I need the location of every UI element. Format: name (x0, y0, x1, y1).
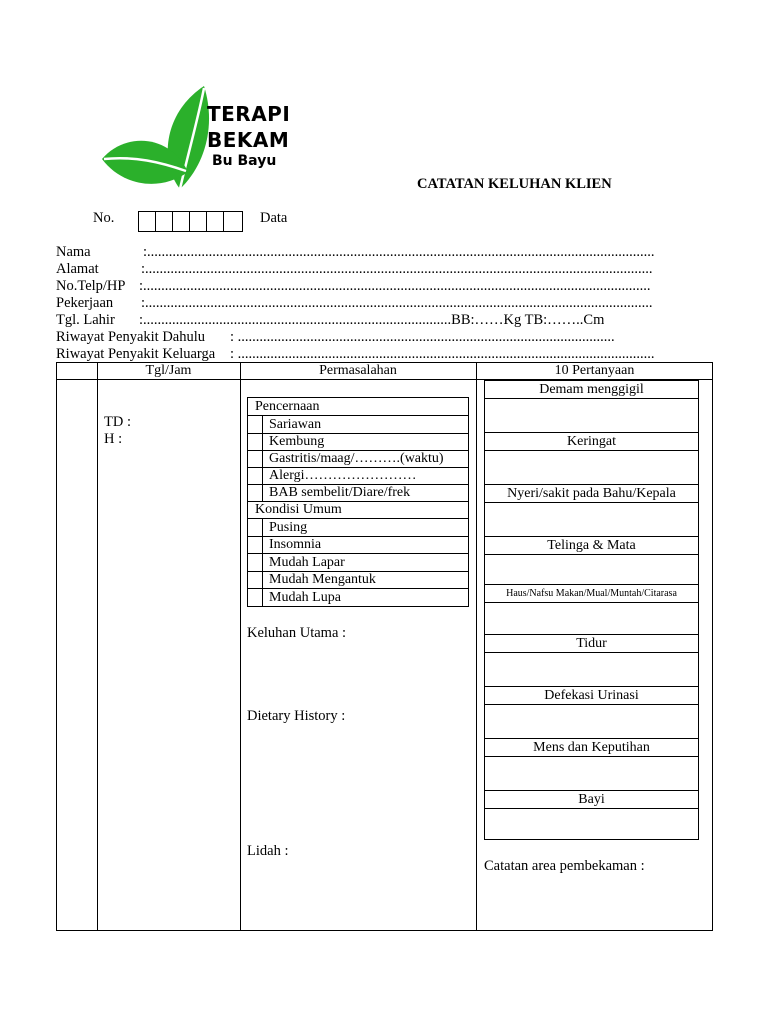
table-divider (97, 362, 98, 931)
logo-line-bekam: BEKAM (207, 128, 290, 152)
checklist-group-pencernaan: Pencernaan (248, 398, 468, 416)
answer-space[interactable] (485, 705, 698, 739)
no-box[interactable] (224, 212, 242, 231)
answer-space[interactable] (485, 653, 698, 687)
field-label: Riwayat Penyakit Dahulu (56, 329, 206, 345)
checklist-group-kondisi-umum: Kondisi Umum (248, 501, 468, 519)
field-dots: :............................................................................................................................................ (141, 261, 653, 277)
field-label: Pekerjaan (56, 295, 114, 311)
header-tgl-jam: Tgl/Jam (145, 363, 192, 378)
question-keringat: Keringat (485, 433, 698, 451)
table-divider (240, 362, 241, 931)
field-telp[interactable] (56, 278, 706, 295)
logo-leaves-icon (100, 84, 220, 194)
checklist-item[interactable] (248, 433, 468, 451)
checklist-item-label: Mudah Mengantuk (262, 571, 469, 588)
checklist-item-label: Gastritis/maag/……….(waktu) (262, 450, 469, 467)
field-dots: :............................................................................................................................................ (141, 295, 653, 311)
field-riwayat-dahulu[interactable] (56, 329, 706, 346)
answer-space[interactable] (485, 555, 698, 585)
no-box[interactable] (173, 212, 190, 231)
table-divider (476, 362, 477, 931)
question-telinga-mata: Telinga & Mata (485, 537, 698, 555)
field-pekerjaan[interactable] (56, 295, 706, 312)
header-permasalahan: Permasalahan (319, 363, 397, 378)
no-box[interactable] (207, 212, 224, 231)
question-demam: Demam menggigil (485, 381, 698, 399)
no-boxes[interactable] (138, 211, 243, 232)
checklist-item[interactable] (248, 450, 468, 468)
field-dots: :............................................................................................................................................ (143, 244, 655, 260)
field-dots: : ................................................................................................................... (230, 346, 655, 362)
question-nyeri: Nyeri/sakit pada Bahu/Kepala (485, 485, 698, 503)
no-box[interactable] (139, 212, 156, 231)
logo-line-bu-bayu: Bu Bayu (212, 153, 277, 169)
field-dots: : ........................................................................................................ (230, 329, 615, 345)
h-label: H : (104, 431, 123, 447)
answer-space[interactable] (485, 809, 698, 839)
answer-space[interactable] (485, 503, 698, 537)
checklist-item[interactable] (248, 519, 468, 537)
pertanyaan-list (484, 380, 699, 840)
question-haus: Haus/Nafsu Makan/Mual/Muntah/Citarasa (485, 585, 698, 603)
no-box[interactable] (156, 212, 173, 231)
answer-space[interactable] (485, 603, 698, 635)
answer-space[interactable] (485, 451, 698, 485)
logo-line-terapi: TERAPI (207, 102, 291, 126)
field-dots: :.....................................................................................BB:……Kg TB:……..Cm (139, 312, 605, 328)
checklist-item[interactable] (248, 416, 468, 434)
checklist-item[interactable] (248, 536, 468, 554)
field-nama[interactable] (56, 244, 706, 261)
checklist-item-label: Sariawan (262, 416, 469, 433)
no-box[interactable] (190, 212, 207, 231)
checklist-item-label: Alergi…………………… (262, 467, 469, 484)
permasalahan-checklist (247, 397, 469, 607)
header-10-pertanyaan: 10 Pertanyaan (554, 363, 635, 378)
question-mens: Mens dan Keputihan (485, 739, 698, 757)
checklist-item-label: Insomnia (262, 536, 469, 553)
dietary-history-label: Dietary History : (247, 708, 346, 724)
field-label: Riwayat Penyakit Keluarga (56, 346, 216, 362)
field-tgl-lahir[interactable] (56, 312, 706, 329)
checklist-item-label: Kembung (262, 433, 469, 450)
checklist-item-label: Mudah Lupa (262, 589, 469, 606)
page-title: CATATAN KELUHAN KLIEN (417, 176, 612, 192)
lidah-label: Lidah : (247, 843, 289, 859)
field-alamat[interactable] (56, 261, 706, 278)
catatan-area-label: Catatan area pembekaman : (484, 858, 645, 874)
field-label: No.Telp/HP (56, 278, 126, 294)
checklist-item-label: Pusing (262, 519, 469, 536)
data-label: Data (260, 210, 288, 226)
field-dots: :............................................................................................................................................ (139, 278, 651, 294)
field-riwayat-keluarga[interactable] (56, 346, 706, 363)
keluhan-utama-label: Keluhan Utama : (247, 625, 347, 641)
checklist-item[interactable] (248, 467, 468, 485)
answer-space[interactable] (485, 757, 698, 791)
field-label: Alamat (56, 261, 99, 277)
field-label: Nama (56, 244, 91, 260)
question-bayi: Bayi (485, 791, 698, 809)
question-defekasi: Defekasi Urinasi (485, 687, 698, 705)
checklist-item[interactable] (248, 571, 468, 589)
checklist-item[interactable] (248, 554, 468, 572)
checklist-item[interactable] (248, 589, 468, 606)
checklist-item-label: Mudah Lapar (262, 554, 469, 571)
checklist-item[interactable] (248, 484, 468, 502)
question-tidur: Tidur (485, 635, 698, 653)
field-label: Tgl. Lahir (56, 312, 115, 328)
checklist-item-label: BAB sembelit/Diare/frek (262, 484, 469, 501)
answer-space[interactable] (485, 399, 698, 433)
td-label: TD : (104, 414, 131, 430)
no-label: No. (93, 210, 115, 226)
